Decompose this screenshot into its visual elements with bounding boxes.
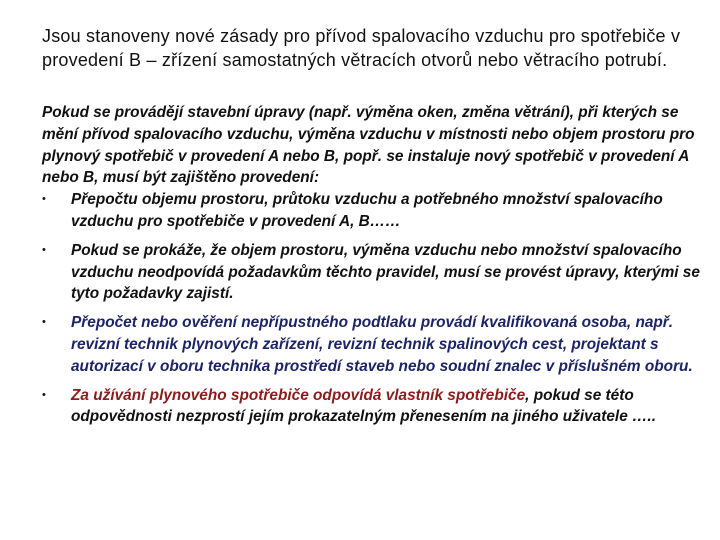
bullet-list	[42, 189, 702, 428]
slide-title: Jsou stanoveny nové zásady pro přívod spalovacího vzduchu pro spotřebiče v provedení B – zřízení samostatných větracích otvorů nebo větracího potrubí.	[42, 26, 681, 70]
bullet-icon: •	[42, 316, 46, 329]
slide-body	[42, 102, 702, 435]
bullet-text-highlight: Za užívání plynového spotřebiče odpovídá vlastník spotřebiče	[71, 386, 526, 404]
bullet-text: Přepočet nebo ověření nepřípustného podtlaku provádí kvalifikovaná osoba, např. revizní technik plynových zařízení, revizní technik spalinových cest, projektant s autorizací v oboru technika prostředí staveb nebo soudní znalec v příslušném oboru.	[71, 314, 693, 375]
intro-paragraph: Pokud se provádějí stavební úpravy (např. výměna oken, změna větrání), při kterých se mění přívod spalovacího vzduchu, výměna vzduchu v místnosti nebo objem prostoru pro plynový spotřebič v provedení A nebo B, popř. se instaluje nový spotřebič v provedení A nebo B, musí být zajištěno provedení:	[42, 104, 695, 187]
bullet-icon: •	[42, 388, 46, 401]
bullet-item-3	[42, 312, 702, 377]
bullet-icon: •	[42, 243, 46, 256]
bullet-icon: •	[42, 193, 46, 206]
bullet-item-1	[42, 189, 702, 233]
bullet-item-4	[42, 385, 702, 429]
bullet-text: Přepočtu objemu prostoru, průtoku vzduchu a potřebného množství spalovacího vzduchu pro spotřebiče v provedení A, B……	[71, 191, 663, 230]
bullet-text: Pokud se prokáže, že objem prostoru, výměna vzduchu nebo množství spalovacího vzduchu neodpovídá požadavkům těchto pravidel, musí se provést úpravy, kterými se tyto požadavky zajistí.	[71, 241, 700, 303]
bullet-text: , pokud se této odpovědnosti nezprostí jejím prokazatelným přenesením na jiného uživatele …..	[71, 386, 656, 426]
bullet-item-2	[42, 240, 702, 305]
